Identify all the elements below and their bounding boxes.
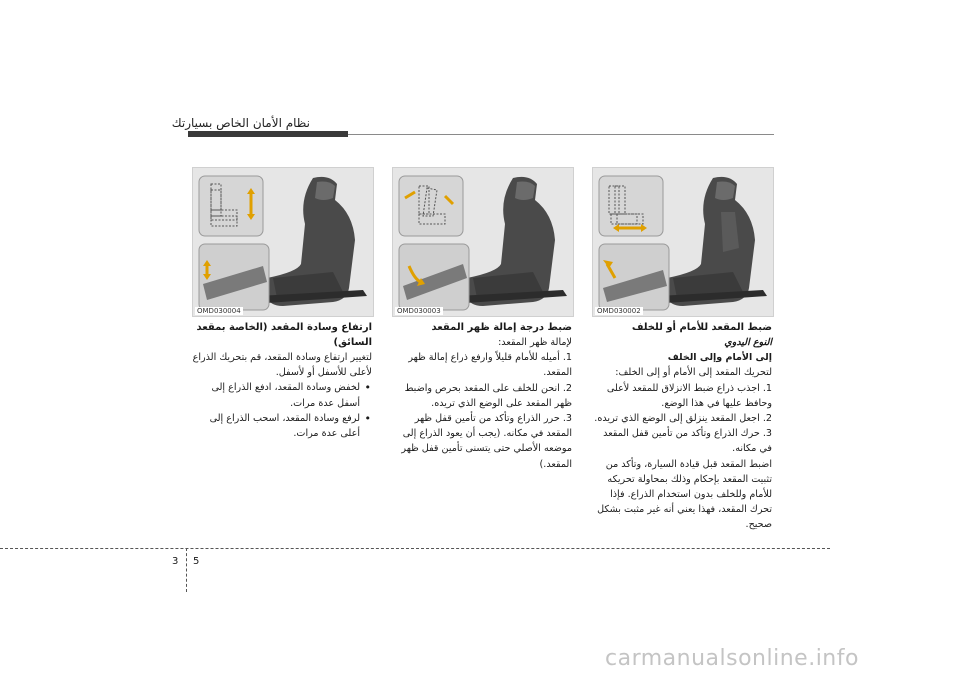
- section-number: 3: [172, 556, 179, 567]
- figure-code: OMD030004: [197, 307, 241, 315]
- seat-slide-illustration: [592, 167, 774, 317]
- seat-height-illustration: [192, 167, 374, 317]
- figure-code: OMD030002: [597, 307, 641, 315]
- step-2: 2. انحن للخلف على المقعد بحرص واضبط ظهر المقعد على الوضع الذي تريده.: [404, 382, 572, 409]
- step-1: 1. اجذب ذراع ضبط الانزلاق للمقعد لأعلى وحافظ عليها في هذا الوضع.: [606, 382, 772, 409]
- section-heading: ضبط المقعد للأمام أو للخلف: [631, 322, 772, 333]
- section-seat-recline: [392, 320, 572, 472]
- step-2: 2. اجعل المقعد ينزلق إلى الوضع الذي تريده.: [594, 413, 772, 425]
- figure-code: OMD030003: [397, 307, 441, 315]
- seat-recline-illustration: [392, 167, 574, 317]
- header-rule: [348, 134, 774, 135]
- paragraph: لتحريك المقعد إلى الأمام أو إلى الخلف:: [615, 367, 772, 379]
- paragraph: لتغيير ارتفاع وسادة المقعد، قم بتحريك الذراع لأعلى للأسفل أو لأسفل.: [192, 352, 372, 379]
- watermark: carmanualsonline.info: [605, 646, 859, 671]
- footer-divider: [186, 548, 187, 592]
- bullet-raise: • لرفع وسادة المقعد، اسحب الذراع إلى أعلى عدة مرات.: [192, 411, 360, 441]
- paragraph: لإمالة ظهر المقعد:: [498, 337, 572, 348]
- section-heading: ارتفاع وسادة المقعد (الخاصة بمقعد السائق): [196, 322, 372, 348]
- section-seat-slide: [592, 320, 772, 533]
- subheading-manual: النوع اليدوي: [724, 337, 772, 348]
- paragraph-note: اضبط المقعد قبل قيادة السيارة، وتأكد من تثبيت المقعد بإحكام وذلك بمحاولة تحريكه للأمام وللخلف بدون استخدام الذراع. فإذا تحرك المقعد، فهذا يعني أنه غير مثبت بشكل صحيح.: [597, 458, 772, 531]
- header-title: نظام الأمان الخاص بسيارتك: [171, 116, 310, 130]
- page-number: 5: [193, 556, 200, 567]
- footer-rule: [0, 548, 830, 549]
- step-3: 3. حرك الذراع وتأكد من تأمين قفل المقعد في مكانه.: [603, 428, 772, 455]
- subheading-direction: إلى الأمام وإلى الخلف: [667, 352, 772, 364]
- step-1: 1. أميله للأمام قليلاً وارفع ذراع إمالة ظهر المقعد.: [408, 352, 572, 379]
- section-heading: ضبط درجة إمالة ظهر المقعد: [431, 322, 572, 333]
- step-3: 3. حرر الذراع وتأكد من تأمين قفل ظهر المقعد في مكانه. (يجب أن يعود الذراع إلى موضعه الأصلي حتى يتسنى تأمين قفل ظهر المقعد.): [401, 413, 572, 470]
- bullet-lower: • لخفض وسادة المقعد، ادفع الذراع إلى أسفل عدة مرات.: [192, 380, 360, 410]
- section-seat-height: [192, 320, 372, 441]
- header-bar: [188, 131, 348, 137]
